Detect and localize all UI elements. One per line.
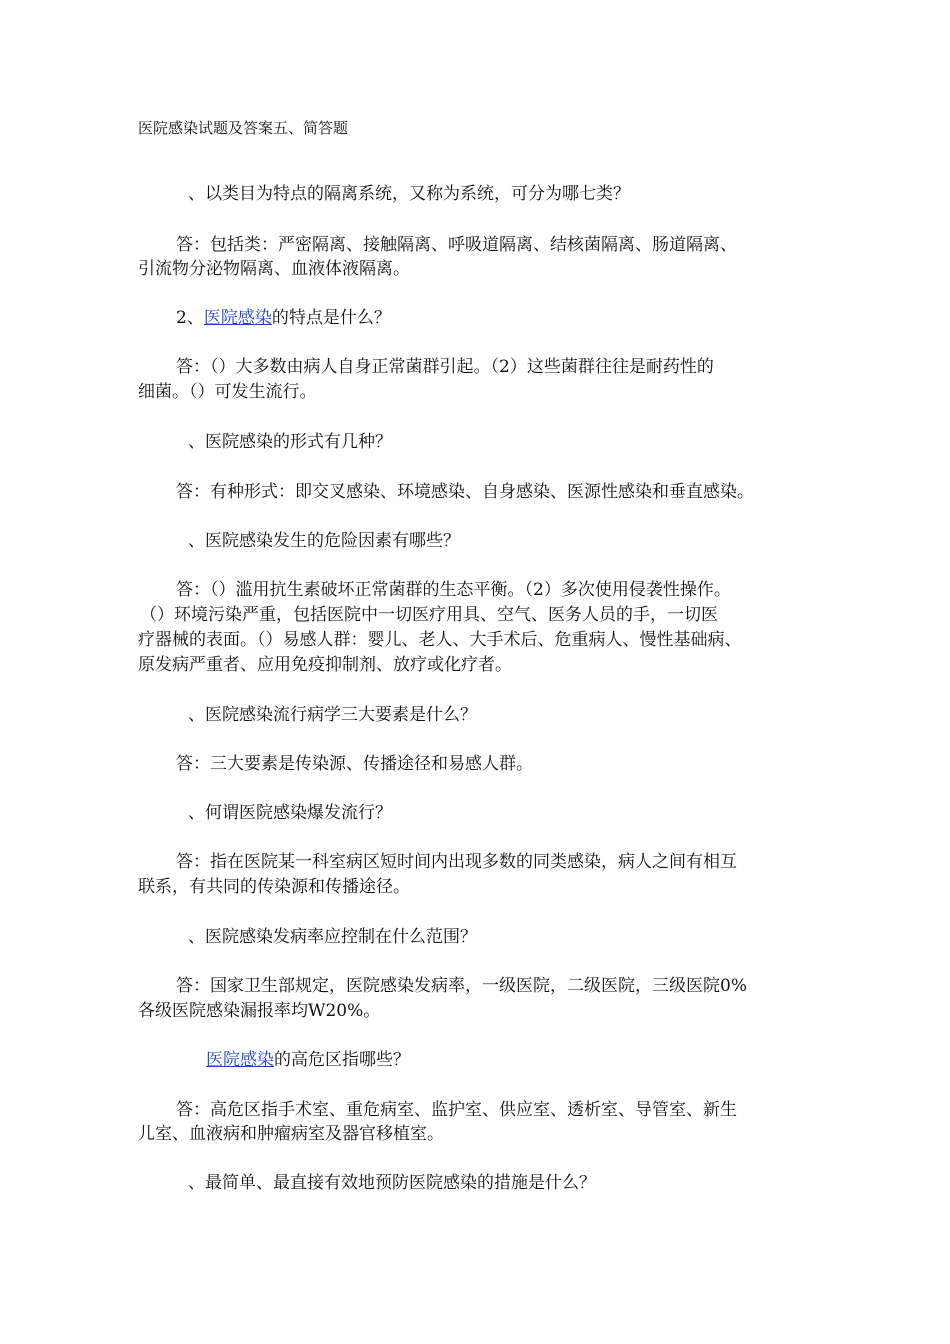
answer-3-line-1: 答：有种形式：即交叉感染、环境感染、自身感染、医源性感染和垂直感染。 [176,482,754,502]
answer-7-line-1: 答：国家卫生部规定，医院感染发病率，一级医院，二级医院，三级医院0% [176,976,747,996]
question-9: 、最简单、最直接有效地预防医院感染的措施是什么？ [188,1173,596,1193]
hospital-infection-link[interactable]: 医院感染 [203,308,272,328]
question-6: 、何谓医院感染爆发流行？ [188,803,392,823]
question-4: 、医院感染发生的危险因素有哪些？ [188,531,460,551]
question-2 [176,306,391,330]
answer-4-line-4: 原发病严重者、应用免疫抑制剂、放疗或化疗者。 [138,655,512,675]
answer-4-line-2: （）环境污染严重，包括医院中一切医疗用具、空气、医务人员的手，一切医 [140,605,718,625]
answer-6-line-2: 联系，有共同的传染源和传播途径。 [138,877,410,897]
answer-2-line-1: 答：（）大多数由病人自身正常菌群引起。（2）这些菌群往往是耐药性的 [176,357,714,377]
question-3: 、医院感染的形式有几种？ [188,432,392,452]
answer-4-line-1: 答：（）滥用抗生素破坏正常菌群的生态平衡。（2）多次使用侵袭性操作。 [176,580,731,600]
answer-7-line-2: 各级医院感染漏报率均W20%。 [138,1001,381,1021]
answer-6-line-1: 答：指在医院某一科室病区短时间内出现多数的同类感染，病人之间有相互 [176,852,737,872]
document-title: 医院感染试题及答案五、简答题 [138,119,349,137]
question-2-number: 2、 [176,308,204,328]
answer-8-line-2: 儿室、血液病和肿瘤病室及器官移植室。 [138,1124,444,1144]
answer-1-line-1: 答：包括类：严密隔离、接触隔离、呼吸道隔离、结核菌隔离、肠道隔离、 [176,235,737,255]
answer-1-line-2: 引流物分泌物隔离、血液体液隔离。 [138,259,410,279]
question-8-text: 的高危区指哪些？ [274,1050,410,1070]
question-1: 、以类目为特点的隔离系统，又称为系统，可分为哪七类？ [188,184,630,204]
question-5: 、医院感染流行病学三大要素是什么？ [188,705,477,725]
hospital-infection-link[interactable]: 医院感染 [206,1050,274,1070]
answer-5-line-1: 答：三大要素是传染源、传播途径和易感人群。 [176,754,533,774]
answer-4-line-3: 疗器械的表面。（）易感人群：婴儿、老人、大手术后、危重病人、慢性基础病、 [138,630,742,650]
question-2-text: 的特点是什么？ [271,308,391,328]
answer-2-line-2: 细菌。（）可发生流行。 [138,382,317,402]
question-7: 、医院感染发病率应控制在什么范围？ [188,927,477,947]
question-8 [206,1048,410,1072]
answer-8-line-1: 答：高危区指手术室、重危病室、监护室、供应室、透析室、导管室、新生 [176,1100,737,1120]
